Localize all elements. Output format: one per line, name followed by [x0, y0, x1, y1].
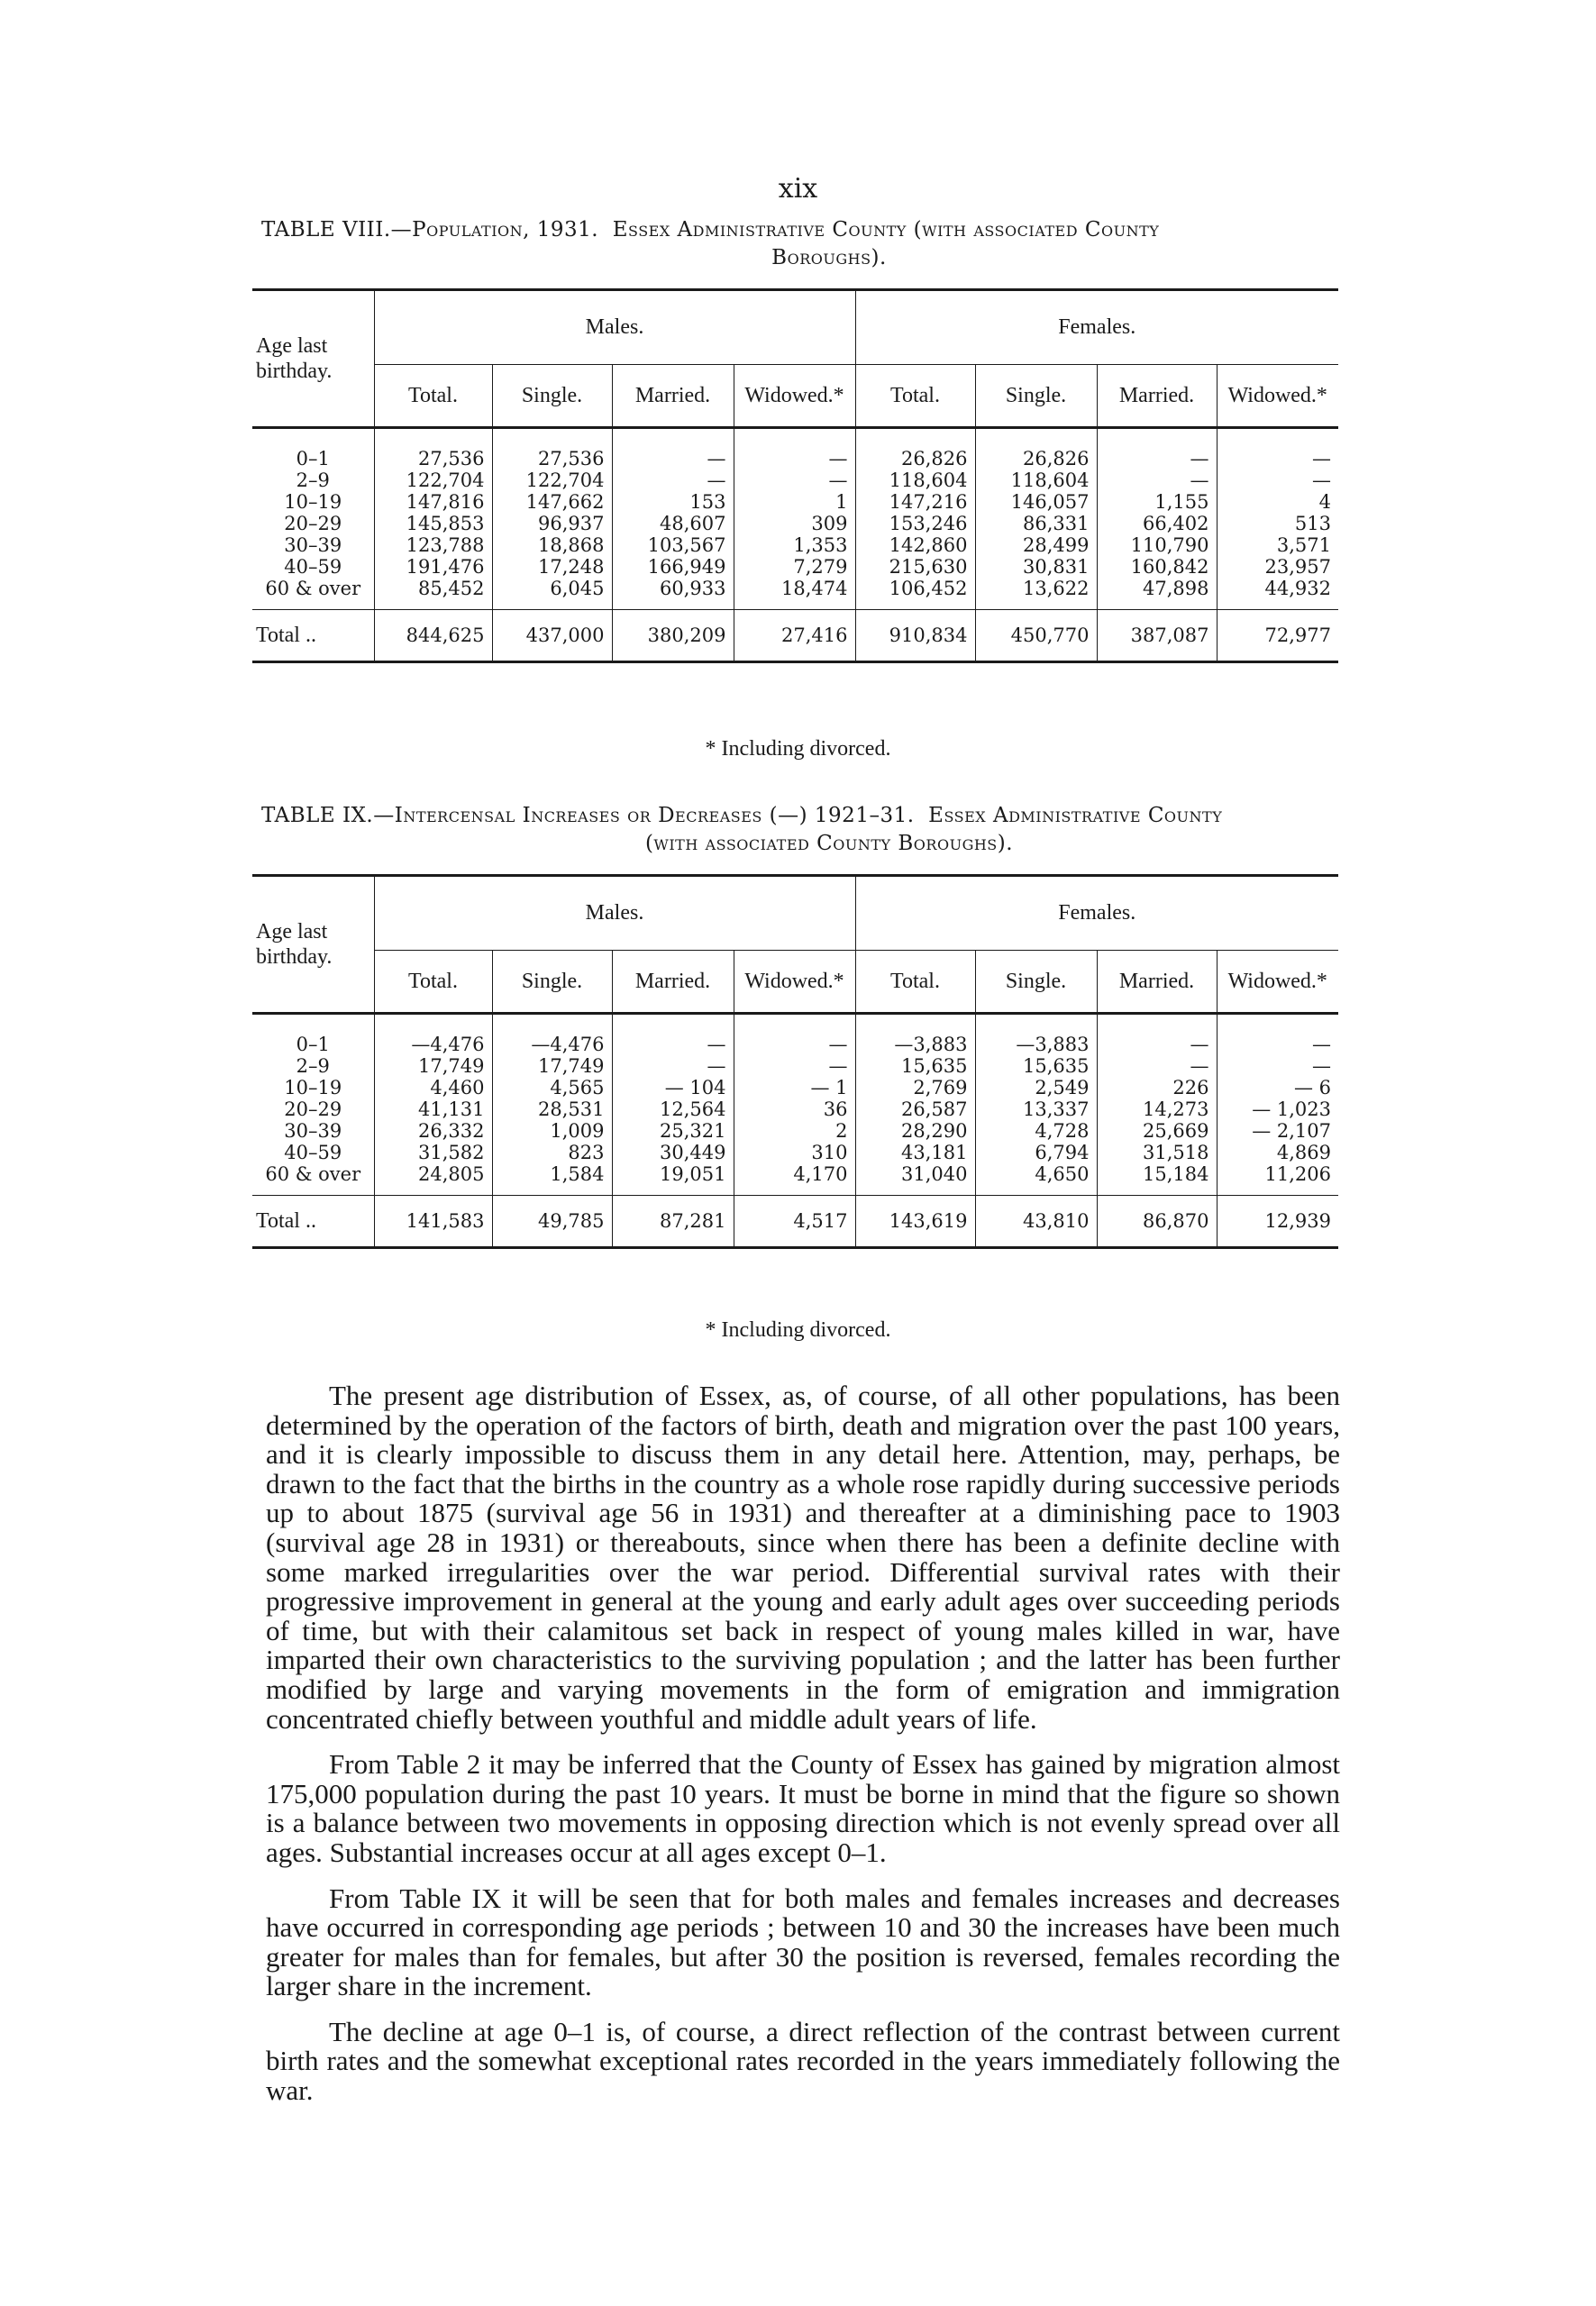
- value-cell: 1,155: [1097, 491, 1217, 513]
- value-cell: 27,536: [492, 448, 612, 469]
- value-cell: —: [1217, 1034, 1338, 1055]
- table-row: [252, 1098, 1338, 1120]
- value-cell: —: [1217, 448, 1338, 469]
- value-cell: 6,794: [975, 1142, 1097, 1163]
- paragraph-4: The decline at age 0–1 is, of course, a direct reflection of the contrast between current birth rates and the somewhat exceptional rates recorded in the years immediately following the war.: [266, 2015, 1340, 2107]
- value-cell: 28,290: [855, 1120, 975, 1142]
- table8-subheader: Single.: [492, 365, 612, 428]
- table8-caption: [261, 216, 1343, 272]
- table9-females-header: Females.: [855, 876, 1338, 951]
- value-cell: 1,009: [492, 1120, 612, 1142]
- value-cell: —: [734, 469, 855, 491]
- total-cell: 910,834: [855, 610, 975, 662]
- value-cell: 26,587: [855, 1098, 975, 1120]
- age-cell: 2–9: [296, 469, 330, 491]
- table-row: [252, 578, 1338, 599]
- table-row: [252, 556, 1338, 578]
- value-cell: 2: [734, 1120, 855, 1142]
- value-cell: 7,279: [734, 556, 855, 578]
- value-cell: 4,170: [734, 1163, 855, 1185]
- value-cell: 123,788: [374, 534, 492, 556]
- value-cell: 26,332: [374, 1120, 492, 1142]
- value-cell: 3,571: [1217, 534, 1338, 556]
- value-cell: 25,669: [1097, 1120, 1217, 1142]
- total-cell: 86,870: [1097, 1196, 1217, 1248]
- value-cell: 28,499: [975, 534, 1097, 556]
- value-cell: —4,476: [374, 1034, 492, 1055]
- value-cell: 13,337: [975, 1098, 1097, 1120]
- value-cell: 17,749: [492, 1055, 612, 1077]
- value-cell: 41,131: [374, 1098, 492, 1120]
- table9-subheader: Married.: [612, 951, 734, 1014]
- value-cell: 47,898: [1097, 578, 1217, 599]
- table8-caption-title: Population, 1931.: [412, 218, 599, 242]
- value-cell: 309: [734, 513, 855, 534]
- age-cell: 2–9: [296, 1054, 330, 1077]
- value-cell: 4,728: [975, 1120, 1097, 1142]
- age-cell: 0–1: [296, 1033, 330, 1055]
- value-cell: 13,622: [975, 578, 1097, 599]
- total-cell: 380,209: [612, 610, 734, 662]
- table-row: [252, 1055, 1338, 1077]
- value-cell: — 2,107: [1217, 1120, 1338, 1142]
- value-cell: 15,635: [855, 1055, 975, 1077]
- table8-females-header: Females.: [855, 290, 1338, 365]
- value-cell: 66,402: [1097, 513, 1217, 534]
- value-cell: 4,869: [1217, 1142, 1338, 1163]
- value-cell: — 1: [734, 1077, 855, 1098]
- table8: [252, 288, 1338, 663]
- value-cell: 19,051: [612, 1163, 734, 1185]
- table9-subheader: Widowed.*: [1217, 951, 1338, 1014]
- table8-subheader: Total.: [374, 365, 492, 428]
- total-label: Total ..: [252, 1196, 374, 1248]
- value-cell: 26,826: [975, 448, 1097, 469]
- value-cell: — 6: [1217, 1077, 1338, 1098]
- value-cell: —3,883: [855, 1034, 975, 1055]
- total-cell: 49,785: [492, 1196, 612, 1248]
- value-cell: 30,449: [612, 1142, 734, 1163]
- value-cell: — 1,023: [1217, 1098, 1338, 1120]
- age-cell: 0–1: [296, 447, 330, 469]
- paragraph-2: From Table 2 it may be inferred that the County of Essex has gained by migration almost 175,000 population during the past 10 years. It must be borne in mind that the figure so shown is a balance between two movements in opposing direction which is not evenly spread over all ages. Substantial increases occur at all ages except 0–1.: [266, 1748, 1340, 1868]
- value-cell: 103,567: [612, 534, 734, 556]
- value-cell: 26,826: [855, 448, 975, 469]
- value-cell: 118,604: [855, 469, 975, 491]
- age-cell: 40–59: [284, 1141, 342, 1163]
- table8-subheader: Widowed.*: [1217, 365, 1338, 428]
- paragraph-1: The present age distribution of Essex, as, of course, of all other populations, has been determined by the operation of the factors of birth, death and migration over the past 100 years, and it is clearly impossible to discuss them in any detail here. Attention, may, perhaps, be drawn to the fact that the births in the country as a whole rose rapidly during successive periods up to about 1875 (survival age 56 in 1931) and thereafter at a diminishing pace to 1903 (survival age 28 in 1931) or thereabouts, since when there has been a definite decline with some marked irregularities over the war period. Differential survival rates with their progressive improvement in general at the young and early adult ages over succeeding periods of time, but with their calamitous set back in respect of young males killed in war, have imparted their own characteristics to the surviving population ; and the latter has been further modified by large and varying movements in the form of emigration and immigration concentrated chiefly between youthful and middle adult years of life.: [266, 1380, 1340, 1735]
- value-cell: 15,184: [1097, 1163, 1217, 1185]
- age-cell: 20–29: [284, 512, 342, 534]
- value-cell: —: [612, 1055, 734, 1077]
- value-cell: 1,353: [734, 534, 855, 556]
- value-cell: 31,518: [1097, 1142, 1217, 1163]
- table8-subheader: Widowed.*: [734, 365, 855, 428]
- value-cell: —: [1097, 1034, 1217, 1055]
- value-cell: 4,650: [975, 1163, 1097, 1185]
- value-cell: 106,452: [855, 578, 975, 599]
- value-cell: 110,790: [1097, 534, 1217, 556]
- table8-subheader: Total.: [855, 365, 975, 428]
- total-row: [252, 1196, 1338, 1248]
- value-cell: 30,831: [975, 556, 1097, 578]
- value-cell: 25,321: [612, 1120, 734, 1142]
- value-cell: 17,248: [492, 556, 612, 578]
- table8-caption-county: Essex Administrative County (with associated County: [612, 218, 1160, 242]
- value-cell: 15,635: [975, 1055, 1097, 1077]
- total-cell: 87,281: [612, 1196, 734, 1248]
- total-cell: 72,977: [1217, 610, 1338, 662]
- value-cell: —: [1097, 469, 1217, 491]
- table8-subheader: Married.: [612, 365, 734, 428]
- value-cell: 147,216: [855, 491, 975, 513]
- table9-subheader: Single.: [492, 951, 612, 1014]
- value-cell: 2,549: [975, 1077, 1097, 1098]
- value-cell: 11,206: [1217, 1163, 1338, 1185]
- value-cell: 153,246: [855, 513, 975, 534]
- value-cell: 4,565: [492, 1077, 612, 1098]
- value-cell: —4,476: [492, 1034, 612, 1055]
- value-cell: —: [734, 1055, 855, 1077]
- total-cell: 43,810: [975, 1196, 1097, 1248]
- table-row: [252, 513, 1338, 534]
- table9-males-header: Males.: [374, 876, 855, 951]
- total-cell: 143,619: [855, 1196, 975, 1248]
- total-cell: 27,416: [734, 610, 855, 662]
- value-cell: 823: [492, 1142, 612, 1163]
- table9-subheader: Married.: [1097, 951, 1217, 1014]
- table9-caption: [261, 802, 1343, 858]
- table8-age-header: Age last birthday.: [252, 290, 374, 428]
- value-cell: —: [1097, 1055, 1217, 1077]
- total-cell: 450,770: [975, 610, 1097, 662]
- table-row: [252, 1163, 1338, 1185]
- table8-males-header: Males.: [374, 290, 855, 365]
- table-row: [252, 448, 1338, 469]
- value-cell: —: [612, 469, 734, 491]
- age-cell: 30–39: [284, 533, 342, 556]
- table9-subheader: Single.: [975, 951, 1097, 1014]
- value-cell: 310: [734, 1142, 855, 1163]
- value-cell: 12,564: [612, 1098, 734, 1120]
- page-number: xix: [778, 173, 818, 205]
- table9-caption-county: Essex Administrative County: [928, 804, 1223, 827]
- value-cell: 166,949: [612, 556, 734, 578]
- table-row: [252, 469, 1338, 491]
- value-cell: —: [1097, 448, 1217, 469]
- value-cell: 85,452: [374, 578, 492, 599]
- table9-subheader: Total.: [374, 951, 492, 1014]
- table9-subheader: Total.: [855, 951, 975, 1014]
- total-cell: 12,939: [1217, 1196, 1338, 1248]
- value-cell: 6,045: [492, 578, 612, 599]
- body-text: [266, 1381, 1340, 2122]
- value-cell: 27,536: [374, 448, 492, 469]
- value-cell: 31,582: [374, 1142, 492, 1163]
- value-cell: 153: [612, 491, 734, 513]
- value-cell: 147,662: [492, 491, 612, 513]
- value-cell: 4,460: [374, 1077, 492, 1098]
- value-cell: 226: [1097, 1077, 1217, 1098]
- value-cell: 28,531: [492, 1098, 612, 1120]
- value-cell: 36: [734, 1098, 855, 1120]
- table8-caption-continuation: Boroughs).: [771, 246, 887, 269]
- value-cell: 23,957: [1217, 556, 1338, 578]
- total-label: Total ..: [252, 610, 374, 662]
- paragraph-3: From Table IX it will be seen that for both males and females increases and decreases have occurred in corresponding age periods ; between 10 and 30 the increases have been much greater for males than for females, but after 30 the position is reversed, females recording the larger share in the increment.: [266, 1882, 1340, 2002]
- table9-caption-title: Intercensal Increases or Decreases (—) 1921–31.: [394, 804, 915, 827]
- value-cell: 513: [1217, 513, 1338, 534]
- table9-caption-label: TABLE IX.—: [261, 804, 395, 827]
- table-row: [252, 1120, 1338, 1142]
- age-cell: 10–19: [284, 490, 342, 513]
- age-cell: 40–59: [284, 555, 342, 578]
- value-cell: 122,704: [492, 469, 612, 491]
- value-cell: 215,630: [855, 556, 975, 578]
- table-row: [252, 1034, 1338, 1055]
- table9-caption-continuation: (with associated County Boroughs).: [644, 832, 1014, 855]
- value-cell: 145,853: [374, 513, 492, 534]
- table-row: [252, 534, 1338, 556]
- table8-subheader: Single.: [975, 365, 1097, 428]
- total-cell: 387,087: [1097, 610, 1217, 662]
- value-cell: —: [1217, 1055, 1338, 1077]
- age-cell: 30–39: [284, 1119, 342, 1142]
- value-cell: —: [1217, 469, 1338, 491]
- table9-subheader: Widowed.*: [734, 951, 855, 1014]
- value-cell: — 104: [612, 1077, 734, 1098]
- value-cell: 147,816: [374, 491, 492, 513]
- value-cell: 191,476: [374, 556, 492, 578]
- total-cell: 141,583: [374, 1196, 492, 1248]
- value-cell: —: [734, 448, 855, 469]
- value-cell: 1,584: [492, 1163, 612, 1185]
- value-cell: 18,474: [734, 578, 855, 599]
- age-cell: 20–29: [284, 1098, 342, 1120]
- table8-caption-label: TABLE VIII.—: [261, 218, 413, 242]
- value-cell: 146,057: [975, 491, 1097, 513]
- value-cell: 142,860: [855, 534, 975, 556]
- value-cell: 1: [734, 491, 855, 513]
- value-cell: 18,868: [492, 534, 612, 556]
- total-row: [252, 610, 1338, 662]
- value-cell: 60,933: [612, 578, 734, 599]
- table8-footnote: * Including divorced.: [705, 737, 891, 761]
- table-row: [252, 1077, 1338, 1098]
- value-cell: 48,607: [612, 513, 734, 534]
- value-cell: 96,937: [492, 513, 612, 534]
- total-cell: 844,625: [374, 610, 492, 662]
- total-cell: 437,000: [492, 610, 612, 662]
- table-row: [252, 491, 1338, 513]
- value-cell: 4: [1217, 491, 1338, 513]
- value-cell: 118,604: [975, 469, 1097, 491]
- total-cell: 4,517: [734, 1196, 855, 1248]
- value-cell: 43,181: [855, 1142, 975, 1163]
- table9: [252, 874, 1338, 1249]
- value-cell: —: [612, 1034, 734, 1055]
- age-cell: 60 & over: [265, 1162, 361, 1185]
- value-cell: —3,883: [975, 1034, 1097, 1055]
- value-cell: 24,805: [374, 1163, 492, 1185]
- value-cell: 17,749: [374, 1055, 492, 1077]
- value-cell: 14,273: [1097, 1098, 1217, 1120]
- value-cell: 44,932: [1217, 578, 1338, 599]
- value-cell: —: [612, 448, 734, 469]
- table8-subheader: Married.: [1097, 365, 1217, 428]
- value-cell: 122,704: [374, 469, 492, 491]
- table9-age-header: Age last birthday.: [252, 876, 374, 1014]
- value-cell: 31,040: [855, 1163, 975, 1185]
- value-cell: 160,842: [1097, 556, 1217, 578]
- age-cell: 10–19: [284, 1076, 342, 1098]
- table9-footnote: * Including divorced.: [705, 1318, 891, 1342]
- value-cell: —: [734, 1034, 855, 1055]
- table-row: [252, 1142, 1338, 1163]
- value-cell: 2,769: [855, 1077, 975, 1098]
- age-cell: 60 & over: [265, 577, 361, 599]
- value-cell: 86,331: [975, 513, 1097, 534]
